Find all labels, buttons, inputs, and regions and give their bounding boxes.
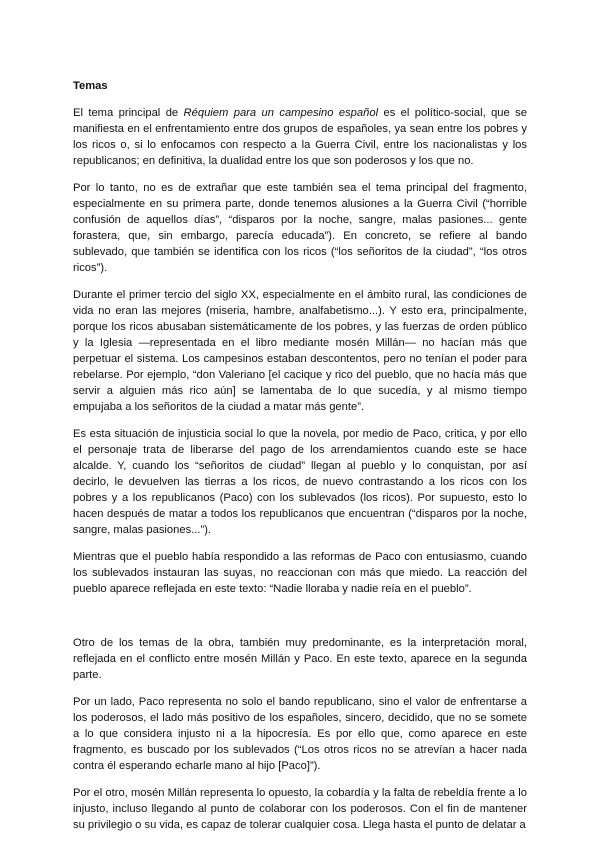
paragraph-3: Durante el primer tercio del siglo XX, especialmente en el ámbito rural, las condiciones de vida no eran las mejores (miseria, hambre, analfabetismo...). Y esto era, principalmente, porque los ricos abusaban sistemáticamente de los pobres, y las fuerzas de orden público y la Iglesia —representada en el libro mediante mosén Millán— no hacían más que perpetuar el sistema. Los campesinos estaban descontentos, pero no tenían el poder para rebelarse. Por ejemplo, “don Valeriano [el cacique y rico del pueblo, que no hacía más que servir a alguien más rico aún] se lamentaba de lo que sucedía, y al mismo tiempo empujaba a los señoritos de la ciudad a matar más gente”. bbox=[73, 289, 527, 413]
paragraph-8: Por el otro, mosén Millán representa lo opuesto, la cobardía y la falta de rebeldía frente a lo injusto, incluso llegando al punto de colaborar con los poderosos. Con el fin de mantener su privilegio o su vida, es capaz de tolerar cualquier cosa. Llega hasta el punto de delatar a bbox=[73, 787, 527, 831]
book-title: Réquiem para un campesino español bbox=[183, 107, 379, 119]
paragraph-6: Otro de los temas de la obra, también muy predominante, es la interpretación moral, reflejada en el conflicto entre mosén Millán y Paco. En este texto, aparece en la segunda parte. bbox=[73, 637, 527, 681]
paragraph-5: Mientras que el pueblo había respondido a las reformas de Paco con entusiasmo, cuando los sublevados instauran las suyas, no reaccionan con más que miedo. La reacción del pueblo aparece reflejada en este texto: “Nadie lloraba y nadie reía en el pueblo”. bbox=[73, 551, 527, 595]
section-spacer bbox=[73, 608, 527, 635]
paragraph-7: Por un lado, Paco representa no solo el bando republicano, sino el valor de enfrentarse a los poderosos, el lado más positivo de los españoles, sincero, decidido, que no se somete a lo que considera injusto ni a la hipocresía. Es por ello que, como aparece en este fragmento, es buscado por los sublevados (“Los otros ricos no se atrevían a hacer nada contra él esperando echarle mano al hijo [Paco]”). bbox=[73, 696, 527, 772]
paragraph-1-intro: El tema principal de bbox=[73, 107, 184, 119]
paragraph-4: Es esta situación de injusticia social lo que la novela, por medio de Paco, critica, y por ello el personaje trata de liberarse del pago de los arrendamientos cuando este se hace alcalde. Y, cuando los “señoritos de ciudad” llegan al pueblo y lo conquistan, por así decirlo, le devuelven las tierras a los ricos, de nuevo contrastando a los ricos con los pobres y a los republicanos (Paco) con los sublevados (los ricos). Por supuesto, esto lo hacen después de matar a todos los republicanos que encuentran (“disparos por la noche, sangre, malas pasiones...”). bbox=[73, 428, 527, 536]
paragraph-1-rest: es el político-social, que se manifiesta en el enfrentamiento entre dos grupos de españoles, ya sean entre los pobres y los ricos o, si lo enfocamos con respecto a la Guerra Civil, entre los nacionalistas y los republicanos; en definitiva, la dualidad entre los que son poderosos y los que no. bbox=[73, 107, 527, 167]
section-heading: Temas bbox=[73, 80, 108, 92]
paragraph-2: Por lo tanto, no es de extrañar que este también sea el tema principal del fragmento, especialmente en su primera parte, donde tenemos alusiones a la Guerra Civil (“horrible confusión de aquellos días”, “disparos por la noche, sangre, malas pasiones... gente forastera, que, sin embargo, parecía educada”). En concreto, se refiere al bando sublevado, que también se identifica con los ricos (“los señoritos de la ciudad”, “los otros ricos”). bbox=[73, 182, 527, 274]
paragraph-1 bbox=[73, 105, 527, 169]
